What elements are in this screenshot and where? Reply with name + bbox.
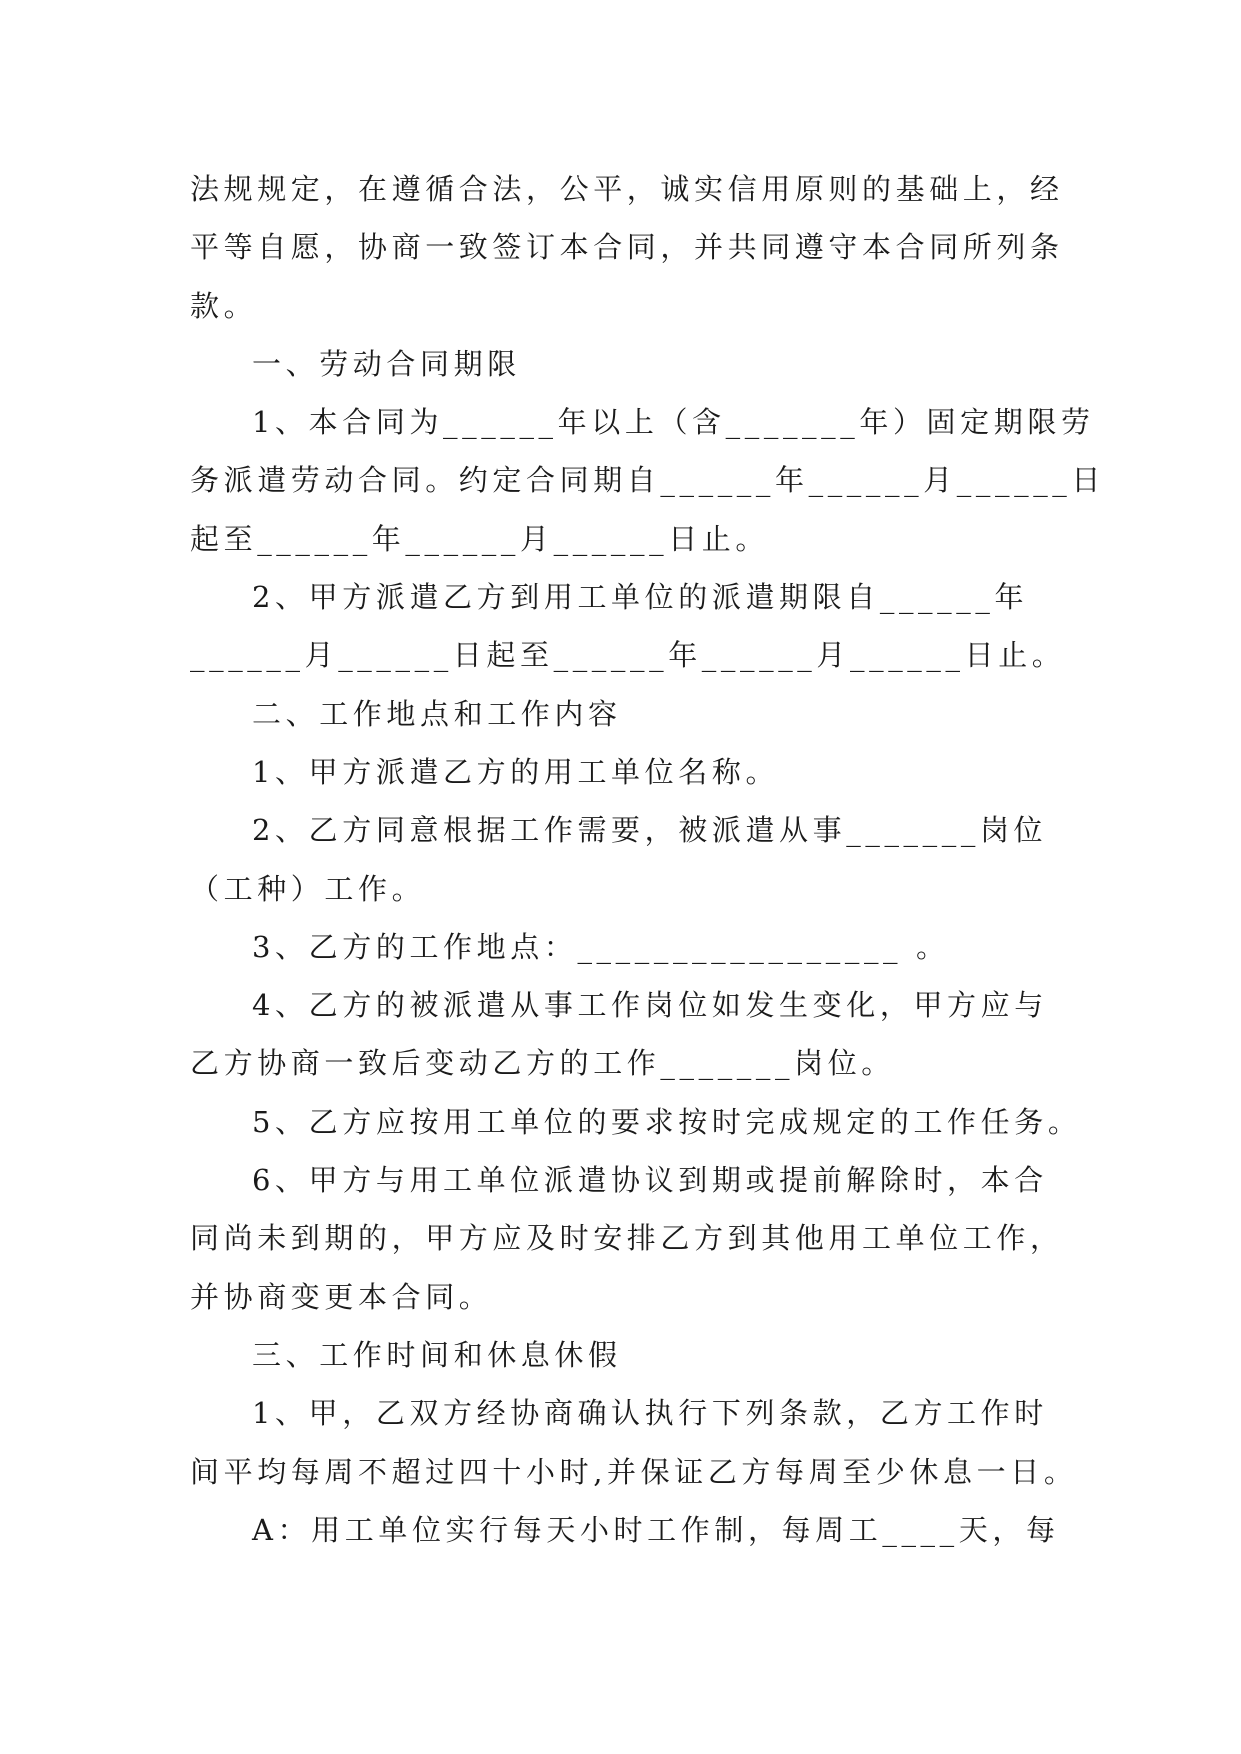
body-line: 起至______年______月______日止。 — [190, 521, 770, 556]
section-heading-hours: 三、工作时间和休息休假 — [252, 1337, 622, 1372]
body-line: （工种）工作。 — [190, 871, 426, 906]
body-line: 同尚未到期的，甲方应及时安排乙方到其他用工单位工作， — [190, 1221, 1064, 1256]
body-line: 平等自愿，协商一致签订本合同，并共同遵守本合同所列条 — [190, 230, 1064, 265]
body-line: ______月______日起至______年______月______日止。 — [190, 638, 1066, 673]
body-line: 间平均每周不超过四十小时,并保证乙方每周至少休息一日。 — [190, 1454, 1078, 1489]
body-line: 3、乙方的工作地点：_________________ 。 — [252, 929, 950, 964]
body-line: 4、乙方的被派遣从事工作岗位如发生变化，甲方应与 — [252, 988, 1048, 1023]
body-line: 1、本合同为______年以上（含_______年）固定期限劳 — [252, 405, 1095, 440]
body-line: 1、甲方派遣乙方的用工单位名称。 — [252, 754, 780, 789]
body-line: 6、甲方与用工单位派遣协议到期或提前解除时，本合 — [252, 1163, 1048, 1198]
body-line: 乙方协商一致后变动乙方的工作_______岗位。 — [190, 1046, 895, 1081]
contract-body — [190, 160, 1106, 1559]
body-line: 法规规定，在遵循合法，公平，诚实信用原则的基础上，经 — [190, 172, 1064, 206]
section-heading-term: 一、劳动合同期限 — [252, 346, 521, 381]
body-line: 2、乙方同意根据工作需要，被派遣从事_______岗位 — [252, 813, 1048, 848]
section-heading-workplace: 二、工作地点和工作内容 — [252, 696, 622, 731]
body-line: 务派遣劳动合同。约定合同期自______年______月______日 — [190, 463, 1106, 498]
body-line: 2、甲方派遣乙方到用工单位的派遣期限自______年 — [252, 580, 1029, 615]
body-line: 1、甲，乙双方经协商确认执行下列条款，乙方工作时 — [252, 1396, 1048, 1431]
body-line: 5、乙方应按用工单位的要求按时完成规定的工作任务。 — [252, 1104, 1082, 1139]
body-line: 款。 — [190, 288, 258, 323]
body-line: A：用工单位实行每天小时工作制，每周工____天，每 — [252, 1512, 1060, 1547]
body-line: 并协商变更本合同。 — [190, 1279, 493, 1314]
